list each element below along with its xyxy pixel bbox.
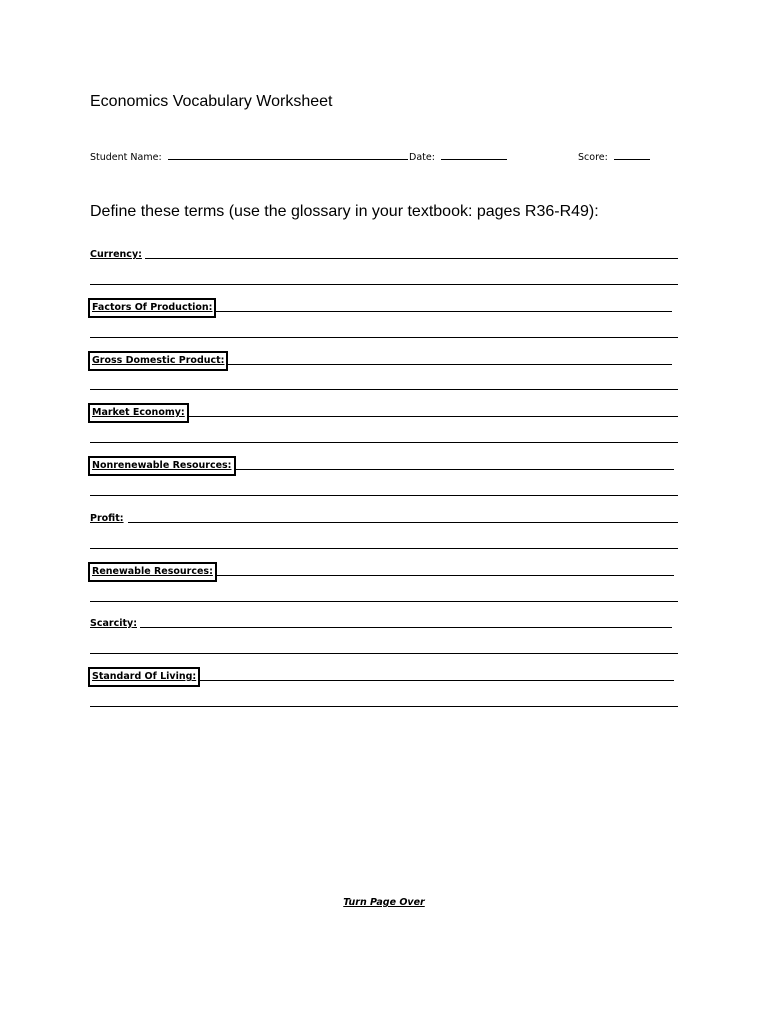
term-label: Renewable Resources: [88,562,217,582]
answer-line[interactable] [90,495,678,496]
student-name-line[interactable] [168,149,408,160]
answer-line[interactable] [90,389,678,390]
term-label: Standard Of Living: [88,667,200,687]
score-label: Score: [578,152,608,163]
term-label: Factors Of Production: [88,298,216,318]
answer-line[interactable] [90,442,678,443]
answer-line[interactable] [90,601,678,602]
term-row-factors-of-production[interactable] [88,301,678,317]
term-label: Profit: [90,513,124,524]
answer-line[interactable] [90,653,678,654]
worksheet-title: Economics Vocabulary Worksheet [90,93,333,110]
term-label: Gross Domestic Product: [88,351,228,371]
term-row-gross-domestic-product[interactable] [88,354,678,370]
term-row-market-economy[interactable] [88,406,678,422]
answer-line[interactable] [189,416,678,417]
answer-line[interactable] [236,469,674,470]
term-row-scarcity[interactable] [88,617,678,633]
term-row-profit[interactable] [88,512,678,528]
answer-line[interactable] [140,627,672,628]
turn-page-over-note: Turn Page Over [343,897,425,908]
term-label: Scarcity: [90,618,137,629]
date-line[interactable] [441,149,507,160]
answer-line[interactable] [90,706,678,707]
answer-line[interactable] [228,364,672,365]
date-label: Date: [409,152,435,163]
term-row-renewable-resources[interactable] [88,565,678,581]
answer-line[interactable] [200,680,674,681]
score-field[interactable] [578,149,650,163]
answer-line[interactable] [90,548,678,549]
term-label: Currency: [90,249,142,260]
term-row-standard-of-living[interactable] [88,670,678,686]
answer-line[interactable] [145,258,678,259]
term-label: Nonrenewable Resources: [88,456,236,476]
answer-line[interactable] [214,311,672,312]
answer-line[interactable] [90,337,678,338]
term-label: Market Economy: [88,403,189,423]
term-row-currency[interactable] [88,248,678,264]
answer-line[interactable] [90,284,678,285]
term-row-nonrenewable-resources[interactable] [88,459,678,475]
date-field[interactable] [409,149,507,163]
answer-line[interactable] [216,575,674,576]
score-line[interactable] [614,149,650,160]
student-name-label: Student Name: [90,152,162,163]
answer-line[interactable] [128,522,678,523]
student-name-field[interactable] [90,149,408,163]
instructions: Define these terms (use the glossary in your textbook: pages R36-R49): [90,203,599,220]
